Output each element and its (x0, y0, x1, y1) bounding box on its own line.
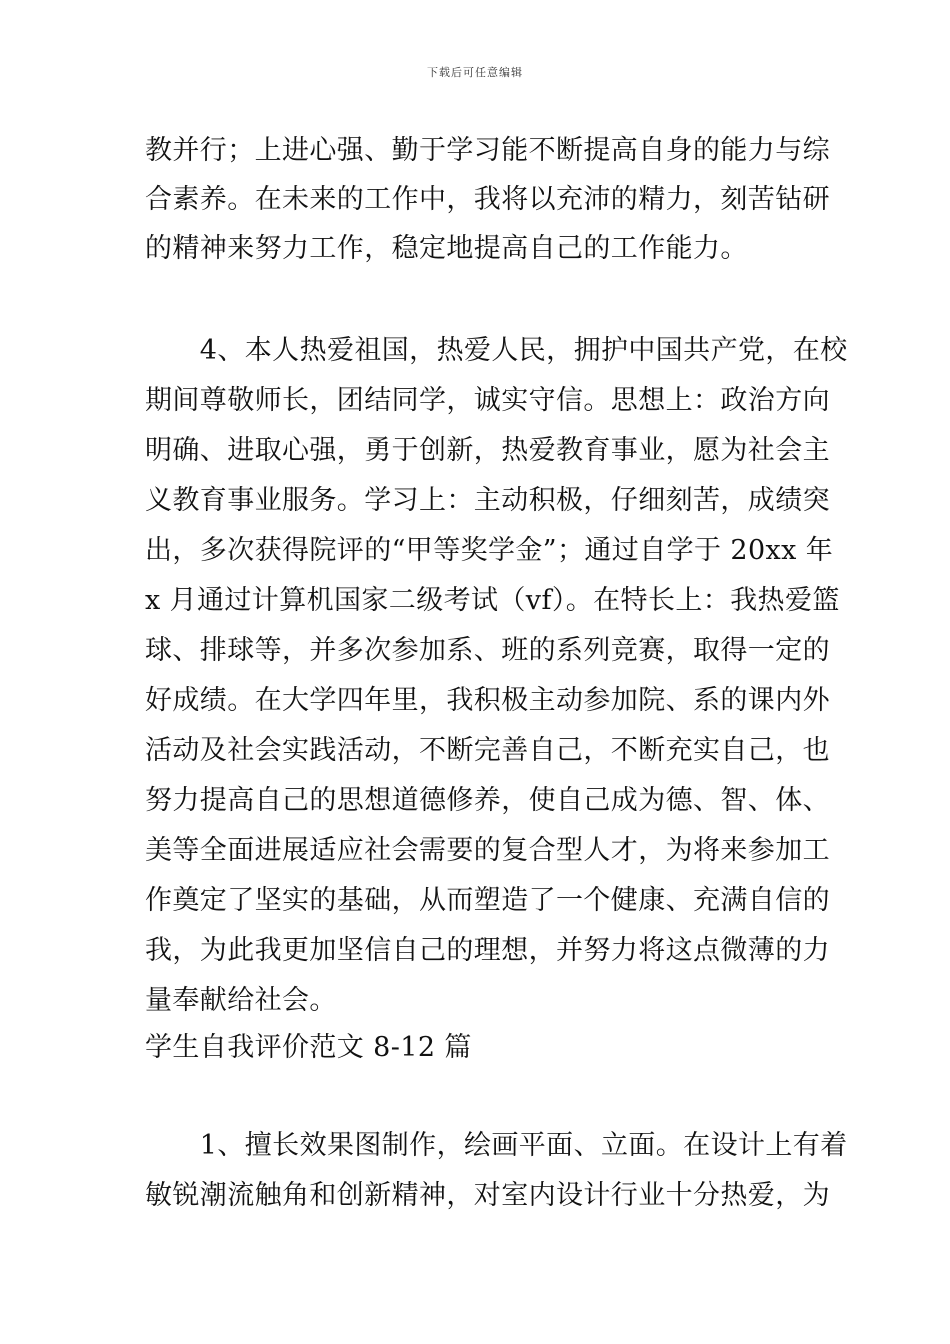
paragraph-line: 努力提高自己的思想道德修养，使自己成为德、智、体、 (145, 785, 830, 816)
paragraph-line: 的精神来努力工作，稳定地提高自己的工作能力。 (145, 233, 748, 264)
paragraph-line: 量奉献给社会。 (145, 985, 337, 1016)
paragraph-line: 明确、进取心强，勇于创新，热爱教育事业，愿为社会主 (145, 435, 830, 466)
paragraph-line: 出，多次获得院评的“甲等奖学金”；通过自学于 20xx 年 (145, 535, 834, 566)
paragraph-line: 1、擅长效果图制作，绘画平面、立面。在设计上有着 (145, 1130, 848, 1161)
paragraph-line: 我，为此我更加坚信自己的理想，并努力将这点微薄的力 (145, 935, 830, 966)
paragraph-line: 好成绩。在大学四年里，我积极主动参加院、系的课内外 (145, 685, 830, 716)
header-note: 下载后可任意编辑 (427, 66, 523, 79)
paragraph-line: 教并行；上进心强、勤于学习能不断提高自身的能力与综 (145, 135, 830, 166)
paragraph-line: 合素养。在未来的工作中，我将以充沛的精力，刻苦钻研 (145, 184, 830, 215)
paragraph-line: 4、本人热爱祖国，热爱人民，拥护中国共产党，在校 (145, 335, 848, 366)
paragraph-line: x 月通过计算机国家二级考试（vf）。在特长上：我热爱篮 (145, 585, 840, 616)
paragraph-line: 作奠定了坚实的基础，从而塑造了一个健康、充满自信的 (145, 885, 830, 916)
paragraph-line: 敏锐潮流触角和创新精神，对室内设计行业十分热爱，为 (145, 1180, 830, 1211)
paragraph-line: 活动及社会实践活动，不断完善自己，不断充实自己，也 (145, 735, 830, 766)
paragraph-line: 义教育事业服务。学习上：主动积极，仔细刻苦，成绩突 (145, 485, 830, 516)
paragraph-line: 球、排球等，并多次参加系、班的系列竞赛，取得一定的 (145, 635, 830, 666)
paragraph-line: 期间尊敬师长，团结同学，诚实守信。思想上：政治方向 (145, 385, 830, 416)
section-heading: 学生自我评价范文 8-12 篇 (145, 1032, 472, 1063)
paragraph-line: 美等全面进展适应社会需要的复合型人才，为将来参加工 (145, 835, 830, 866)
